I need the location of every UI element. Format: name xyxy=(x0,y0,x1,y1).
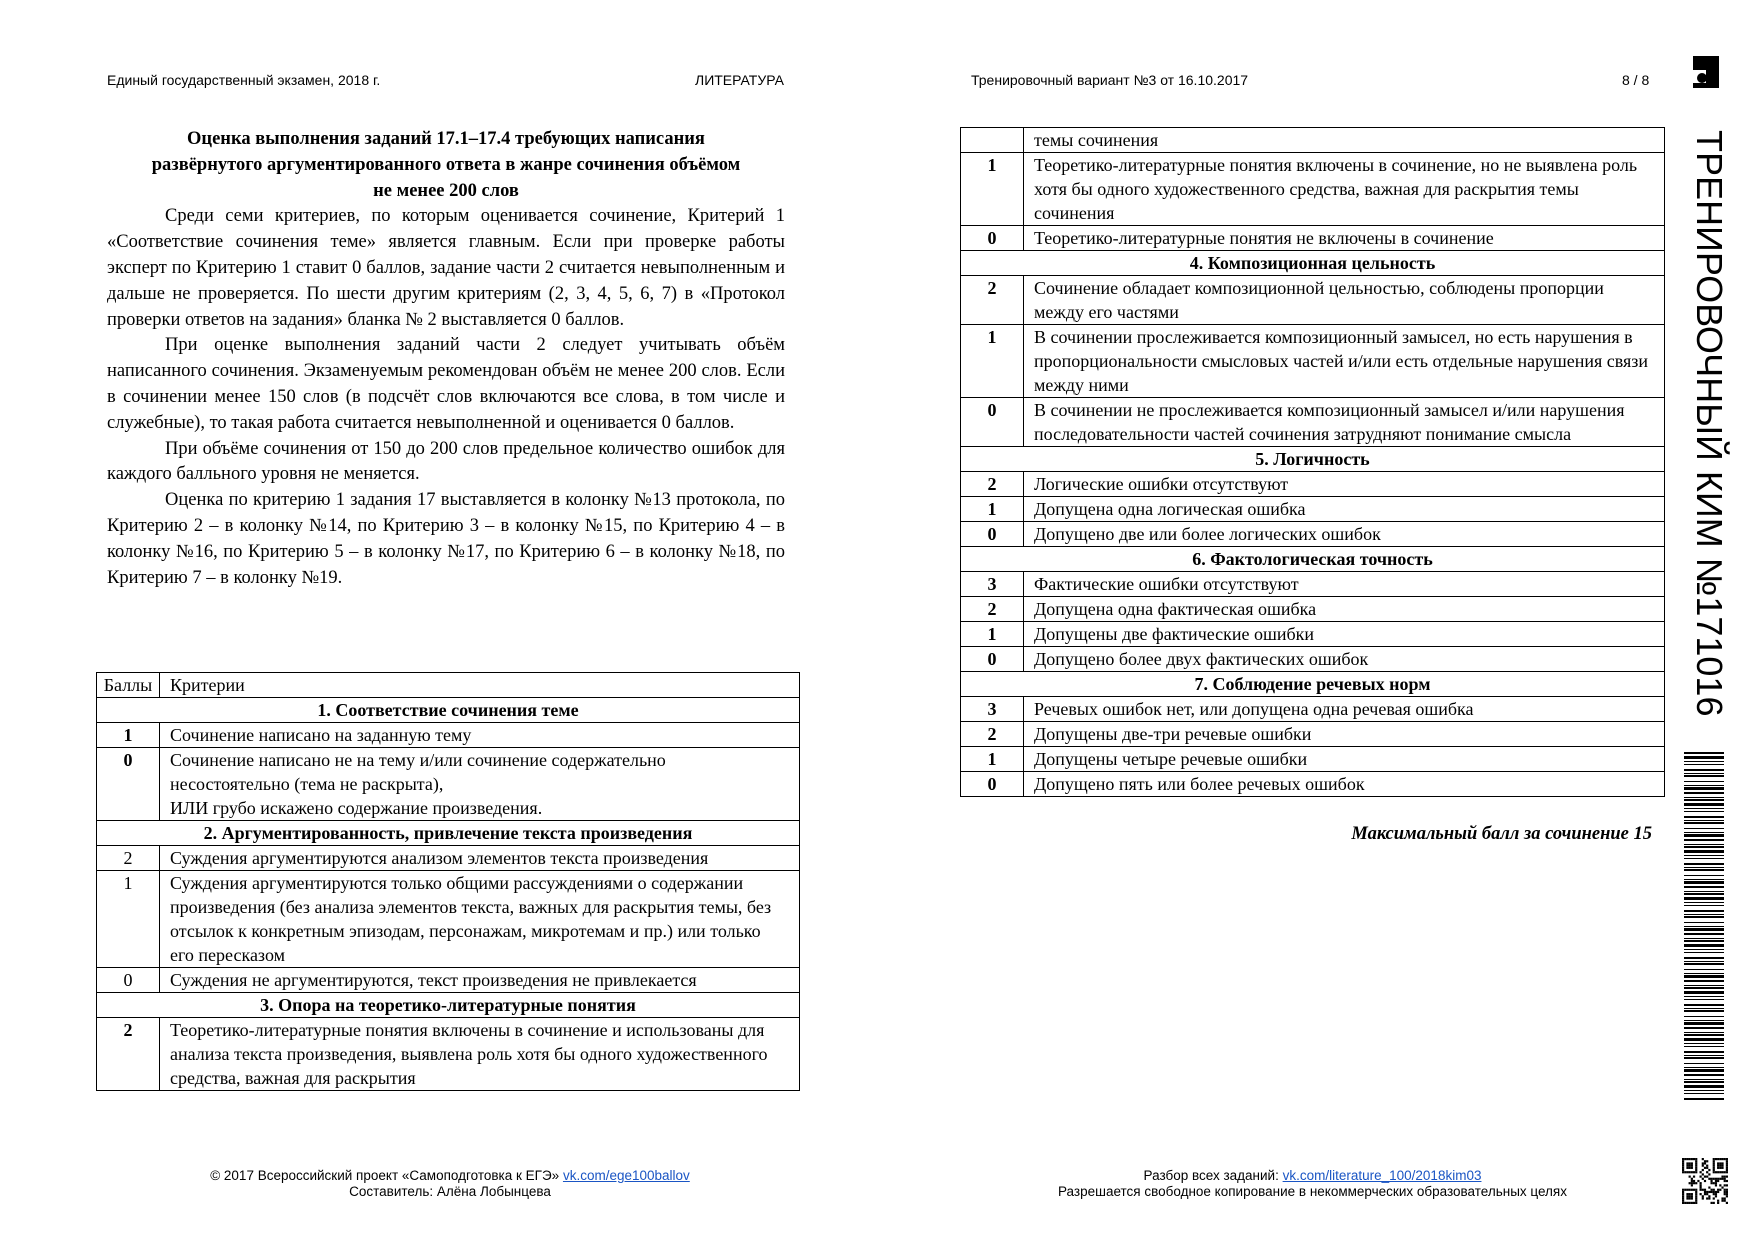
criterion-section-row xyxy=(97,993,800,1018)
table-row xyxy=(97,748,800,821)
paragraph: При объёме сочинения от 150 до 200 слов предельное количество ошибок для каждого балльного уровня не меняется. xyxy=(107,438,785,485)
score-cell: 2 xyxy=(961,472,1024,497)
footer-line xyxy=(960,1168,1665,1184)
section-heading xyxy=(107,127,785,204)
project-link[interactable]: vk.com/ege100ballov xyxy=(562,1168,690,1183)
score-cell xyxy=(961,128,1024,153)
criterion-title: 7. Соблюдение речевых норм xyxy=(961,672,1665,697)
score-cell: 2 xyxy=(97,846,160,871)
criterion-text: Сочинение обладает композиционной цельностью, соблюдены пропорции между его частями xyxy=(1024,276,1665,325)
criterion-text: Суждения аргументируются только общими рассуждениями о содержании произведения (без анализа элементов текста, важных для раскрытия темы, без отсылок к конкретным эпизодам, персонажам, микротемам и пр.) или только его пересказом xyxy=(160,871,800,968)
score-cell: 1 xyxy=(961,747,1024,772)
criterion-section-row xyxy=(961,547,1665,572)
criterion-text: В сочинении не прослеживается композиционный замысел и/или нарушения последовательности частей сочинения затрудняют понимание смысла xyxy=(1024,398,1665,447)
author-text: Составитель: Алёна Лобынцева xyxy=(349,1184,551,1199)
page-number: 8 / 8 xyxy=(1622,72,1650,88)
table-row xyxy=(97,723,800,748)
footer-left xyxy=(140,1168,760,1200)
score-cell: 2 xyxy=(97,1018,160,1091)
criterion-title: 3. Опора на теоретико-литературные понятия xyxy=(97,993,800,1018)
side-title xyxy=(1689,130,1729,720)
table-row xyxy=(961,697,1665,722)
criterion-text: Допущены две фактические ошибки xyxy=(1024,622,1665,647)
score-cell: 0 xyxy=(961,522,1024,547)
score-cell: 1 xyxy=(97,871,160,968)
analysis-link[interactable]: vk.com/literature_100/2018kim03 xyxy=(1282,1168,1482,1183)
criterion-text: Допущена одна логическая ошибка xyxy=(1024,497,1665,522)
score-cell: 2 xyxy=(961,276,1024,325)
criterion-text: Допущено две или более логических ошибок xyxy=(1024,522,1665,547)
instructions-section xyxy=(107,127,785,591)
corner-mark-icon xyxy=(1693,56,1719,88)
score-cell: 3 xyxy=(961,697,1024,722)
score-cell: 0 xyxy=(97,748,160,821)
criterion-title: 2. Аргументированность, привлечение текста произведения xyxy=(97,821,800,846)
table-row xyxy=(97,1018,800,1091)
criterion-text-line: ИЛИ грубо искажено содержание произведения. xyxy=(170,798,543,818)
criterion-text: Логические ошибки отсутствуют xyxy=(1024,472,1665,497)
score-cell: 1 xyxy=(961,497,1024,522)
table-row xyxy=(961,325,1665,398)
criterion-text: Допущены четыре речевые ошибки xyxy=(1024,747,1665,772)
score-cell: 2 xyxy=(961,722,1024,747)
license-text: Разрешается свободное копирование в некоммерческих образовательных целях xyxy=(1058,1184,1567,1199)
criterion-text: Речевых ошибок нет, или допущена одна речевая ошибка xyxy=(1024,697,1665,722)
table-row xyxy=(961,276,1665,325)
max-score-note: Максимальный балл за сочинение 15 xyxy=(1351,824,1652,844)
score-cell: 1 xyxy=(961,325,1024,398)
criterion-text: Суждения не аргументируются, текст произведения не привлекается xyxy=(160,968,800,993)
table-row xyxy=(961,522,1665,547)
criterion-text: Допущено пять или более речевых ошибок xyxy=(1024,772,1665,797)
score-cell: 1 xyxy=(961,622,1024,647)
footer-right xyxy=(960,1168,1665,1200)
score-cell: 1 xyxy=(961,153,1024,226)
subject-header: ЛИТЕРАТУРА xyxy=(695,72,784,88)
criterion-text-line: Сочинение написано не на тему и/или сочинение содержательно несостоятельно (тема не раскрыта), xyxy=(170,750,666,794)
qr-code-icon xyxy=(1682,1158,1728,1204)
column-header: Баллы xyxy=(97,673,160,698)
criterion-text: Допущена одна фактическая ошибка xyxy=(1024,597,1665,622)
criterion-title: 1. Соответствие сочинения теме xyxy=(97,698,800,723)
table-row xyxy=(961,647,1665,672)
criterion-text: Теоретико-литературные понятия не включены в сочинение xyxy=(1024,226,1665,251)
variant-header: Тренировочный вариант №3 от 16.10.2017 xyxy=(971,72,1249,88)
criterion-text: Теоретико-литературные понятия включены в сочинение, но не выявлена роль хотя бы одного художественного средства, важная для раскрытия темы сочинения xyxy=(1024,153,1665,226)
table-row xyxy=(97,846,800,871)
side-title-text: ТРЕНИРОВОЧНЫЙ КИМ №171016 xyxy=(1689,130,1730,717)
score-cell: 0 xyxy=(961,647,1024,672)
copyright-text: © 2017 Всероссийский проект «Самоподготовка к ЕГЭ» xyxy=(210,1168,560,1183)
table-row xyxy=(961,722,1665,747)
footer-line xyxy=(140,1168,760,1184)
criterion-section-row xyxy=(961,672,1665,697)
criterion-text: темы сочинения xyxy=(1024,128,1665,153)
heading-line: развёрнутого аргументированного ответа в жанре сочинения объёмом xyxy=(151,154,741,175)
table-row xyxy=(961,226,1665,251)
criterion-section-row xyxy=(961,447,1665,472)
criterion-title: 5. Логичность xyxy=(961,447,1665,472)
criterion-text: Допущено более двух фактических ошибок xyxy=(1024,647,1665,672)
table-row xyxy=(961,572,1665,597)
criterion-text: Суждения аргументируются анализом элементов текста произведения xyxy=(160,846,800,871)
criterion-text: Сочинение написано на заданную тему xyxy=(160,723,800,748)
paragraph: Оценка по критерию 1 задания 17 выставляется в колонку №13 протокола, по Критерию 2 – в колонку №14, по Критерию 3 – в колонку №15, по Критерию 4 – в колонку №16, по Критерию 5 – в колонку №17, по Критерию 6 – в колонку №18, по Критерию 7 – в колонку №19. xyxy=(107,490,785,588)
criterion-text: Теоретико-литературные понятия включены в сочинение и использованы для анализа текста произведения, выявлена роль хотя бы одного художественного средства, важная для раскрытия xyxy=(160,1018,800,1091)
table-row xyxy=(961,772,1665,797)
score-cell: 0 xyxy=(97,968,160,993)
score-cell: 0 xyxy=(961,772,1024,797)
criterion-text xyxy=(160,748,800,821)
criterion-title: 6. Фактологическая точность xyxy=(961,547,1665,572)
criteria-table-part2 xyxy=(960,127,1665,797)
table-row xyxy=(961,128,1665,153)
score-cell: 0 xyxy=(961,398,1024,447)
table-row xyxy=(961,472,1665,497)
table-row xyxy=(97,968,800,993)
score-cell: 0 xyxy=(961,226,1024,251)
score-cell: 2 xyxy=(961,597,1024,622)
table-row xyxy=(961,622,1665,647)
criterion-text: В сочинении прослеживается композиционный замысел, но есть нарушения в пропорциональности смысловых частей и/или есть отдельные нарушения связи между ними xyxy=(1024,325,1665,398)
table-row xyxy=(97,871,800,968)
table-row xyxy=(961,398,1665,447)
criterion-text: Фактические ошибки отсутствуют xyxy=(1024,572,1665,597)
criterion-section-row xyxy=(97,821,800,846)
exam-header: Единый государственный экзамен, 2018 г. xyxy=(107,72,381,88)
paragraph: При оценке выполнения заданий части 2 следует учитывать объём написанного сочинения. Экзаменуемым рекомендован объём не менее 200 слов. Если в сочинении менее 150 слов (в подсчёт слов включаются все слова, в том числе и служебные), то такая работа считается невыполненной и оценивается 0 баллов. xyxy=(107,335,785,433)
criterion-title: 4. Композиционная цельность xyxy=(961,251,1665,276)
heading-line: Оценка выполнения заданий 17.1–17.4 требующих написания xyxy=(187,129,705,149)
score-cell: 3 xyxy=(961,572,1024,597)
heading-line: не менее 200 слов xyxy=(373,180,519,201)
criteria-table-part1 xyxy=(96,672,800,1091)
criterion-text: Допущены две-три речевые ошибки xyxy=(1024,722,1665,747)
table-row xyxy=(961,497,1665,522)
analysis-label: Разбор всех заданий: xyxy=(1143,1168,1279,1183)
criterion-section-row xyxy=(97,698,800,723)
criterion-section-row xyxy=(961,251,1665,276)
column-header: Критерии xyxy=(160,673,800,698)
barcode-icon xyxy=(1684,752,1724,1104)
score-cell: 1 xyxy=(97,723,160,748)
paragraph: Среди семи критериев, по которым оценивается сочинение, Критерий 1 «Соответствие сочинения теме» является главным. Если при проверке работы эксперт по Критерию 1 ставит 0 баллов, задание части 2 считается невыполненным и дальше не проверяется. По шести другим критериям (2, 3, 4, 5, 6, 7) в «Протокол проверки ответов на задания» бланка № 2 выставляется 0 баллов. xyxy=(107,206,785,330)
table-row xyxy=(961,153,1665,226)
table-row xyxy=(961,747,1665,772)
table-row xyxy=(961,597,1665,622)
table-header-row xyxy=(97,673,800,698)
